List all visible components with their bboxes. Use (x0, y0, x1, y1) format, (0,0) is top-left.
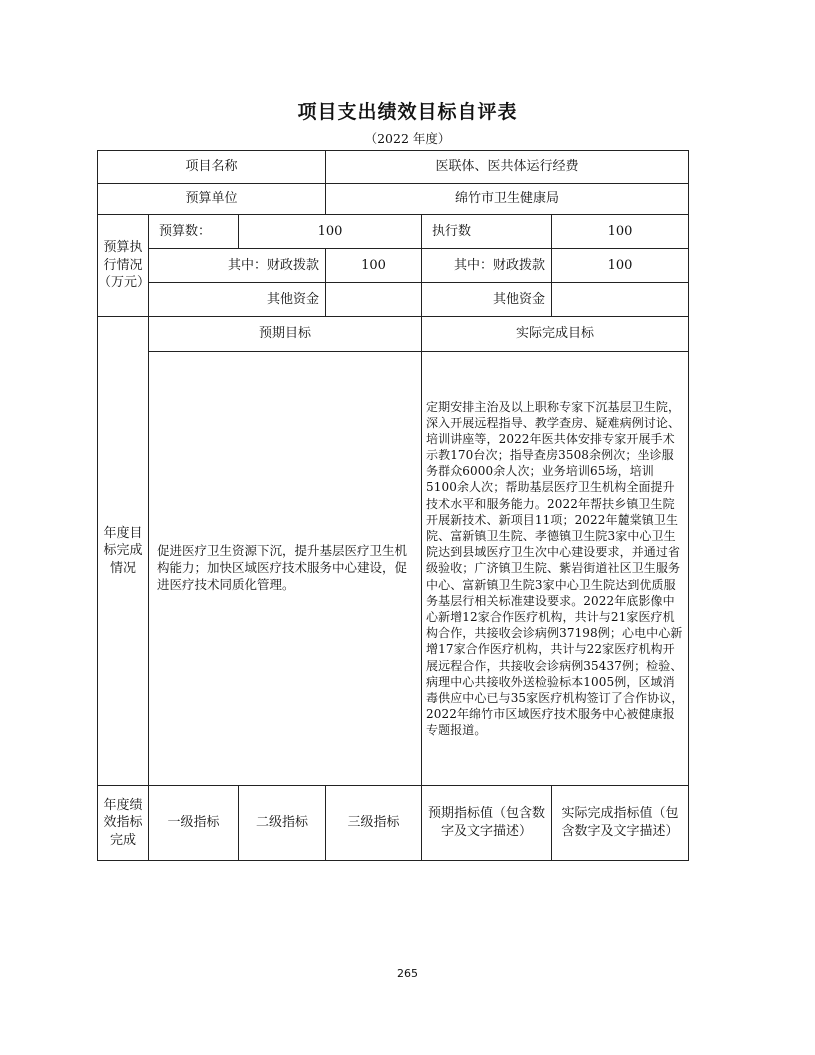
project-name-value: 医联体、医共体运行经费 (326, 151, 689, 184)
budget-unit-value: 绵竹市卫生健康局 (326, 184, 689, 215)
level3-indicator-header: 三级指标 (326, 786, 422, 861)
budget-unit-label: 预算单位 (98, 184, 326, 215)
other-funds-exec-label: 其他资金 (422, 283, 552, 317)
fiscal-allocation-budget: 100 (326, 249, 422, 283)
annual-goals-label: 年度目标完成情况 (98, 317, 149, 786)
execution-amount-value: 100 (552, 215, 689, 249)
project-name-label: 项目名称 (98, 151, 326, 184)
expected-value-header: 预期指标值（包含数字及文字描述） (422, 786, 552, 861)
fiscal-allocation-exec-label: 其中：财政拨款 (422, 249, 552, 283)
project-name-row (98, 151, 689, 184)
performance-indicators-label: 年度绩效指标完成 (98, 786, 149, 861)
budget-unit-row (98, 184, 689, 215)
actual-value-header: 实际完成指标值（包含数字及文字描述） (552, 786, 689, 861)
other-funds-label: 其他资金 (149, 283, 326, 317)
goals-content-row (98, 352, 689, 786)
level2-indicator-header: 二级指标 (239, 786, 326, 861)
document-title: 项目支出绩效目标自评表 (297, 101, 518, 123)
goals-header-row (98, 317, 689, 352)
page-number: 265 (397, 967, 418, 980)
indicators-header-row (98, 786, 689, 861)
level1-indicator-header: 一级指标 (149, 786, 239, 861)
fiscal-allocation-exec: 100 (552, 249, 689, 283)
expected-goal-header: 预期目标 (149, 317, 422, 352)
budget-amount-value: 100 (239, 215, 422, 249)
budget-amount-label: 预算数： (149, 215, 239, 249)
fiscal-allocation-row (98, 249, 689, 283)
fiscal-allocation-label: 其中：财政拨款 (149, 249, 326, 283)
evaluation-table (97, 150, 689, 861)
other-funds-row (98, 283, 689, 317)
other-funds-exec (552, 283, 689, 317)
budget-amount-row (98, 215, 689, 249)
actual-goal-text: 定期安排主治及以上职称专家下沉基层卫生院，深入开展远程指导、教学查房、疑难病例讨论、培训讲座等，2022年医共体安排专家开展手术示教170台次；指导查房3508余例次；坐诊服务群众6000余人次；业务培训65场，培训5100余人次；帮助基层医疗卫生机构全面提升技术水平和服务能力。2022年帮扶乡镇卫生院开展新技术、新项目11项；2022年麓棠镇卫生院、富新镇卫生院、孝德镇卫生院3家中心卫生院达到县域医疗卫生次中心建设要求，并通过省级验收；广济镇卫生院、紫岩街道社区卫生服务中心、富新镇卫生院3家中心卫生院达到优质服务基层行相关标准建设要求。2022年底影像中心新增12家合作医疗机构，共计与21家医疗机构合作，共接收会诊病例37198例；心电中心新增17家合作医疗机构，共计与22家医疗机构开展远程合作，共接收会诊病例35437例；检验、病理中心共接收外送检验标本1005例，区域消毒供应中心已与35家医疗机构签订了合作协议，2022年绵竹市区域医疗技术服务中心被健康报专题报道。 (422, 352, 689, 786)
execution-amount-label: 执行数 (422, 215, 552, 249)
budget-execution-label: 预算执行情况（万元） (98, 215, 149, 317)
expected-goal-text: 促进医疗卫生资源下沉，提升基层医疗卫生机构能力；加快区域医疗技术服务中心建设，促进医疗技术同质化管理。 (149, 352, 422, 786)
actual-goal-header: 实际完成目标 (422, 317, 689, 352)
document-subtitle: （2022 年度） (364, 131, 451, 146)
other-funds-budget (326, 283, 422, 317)
